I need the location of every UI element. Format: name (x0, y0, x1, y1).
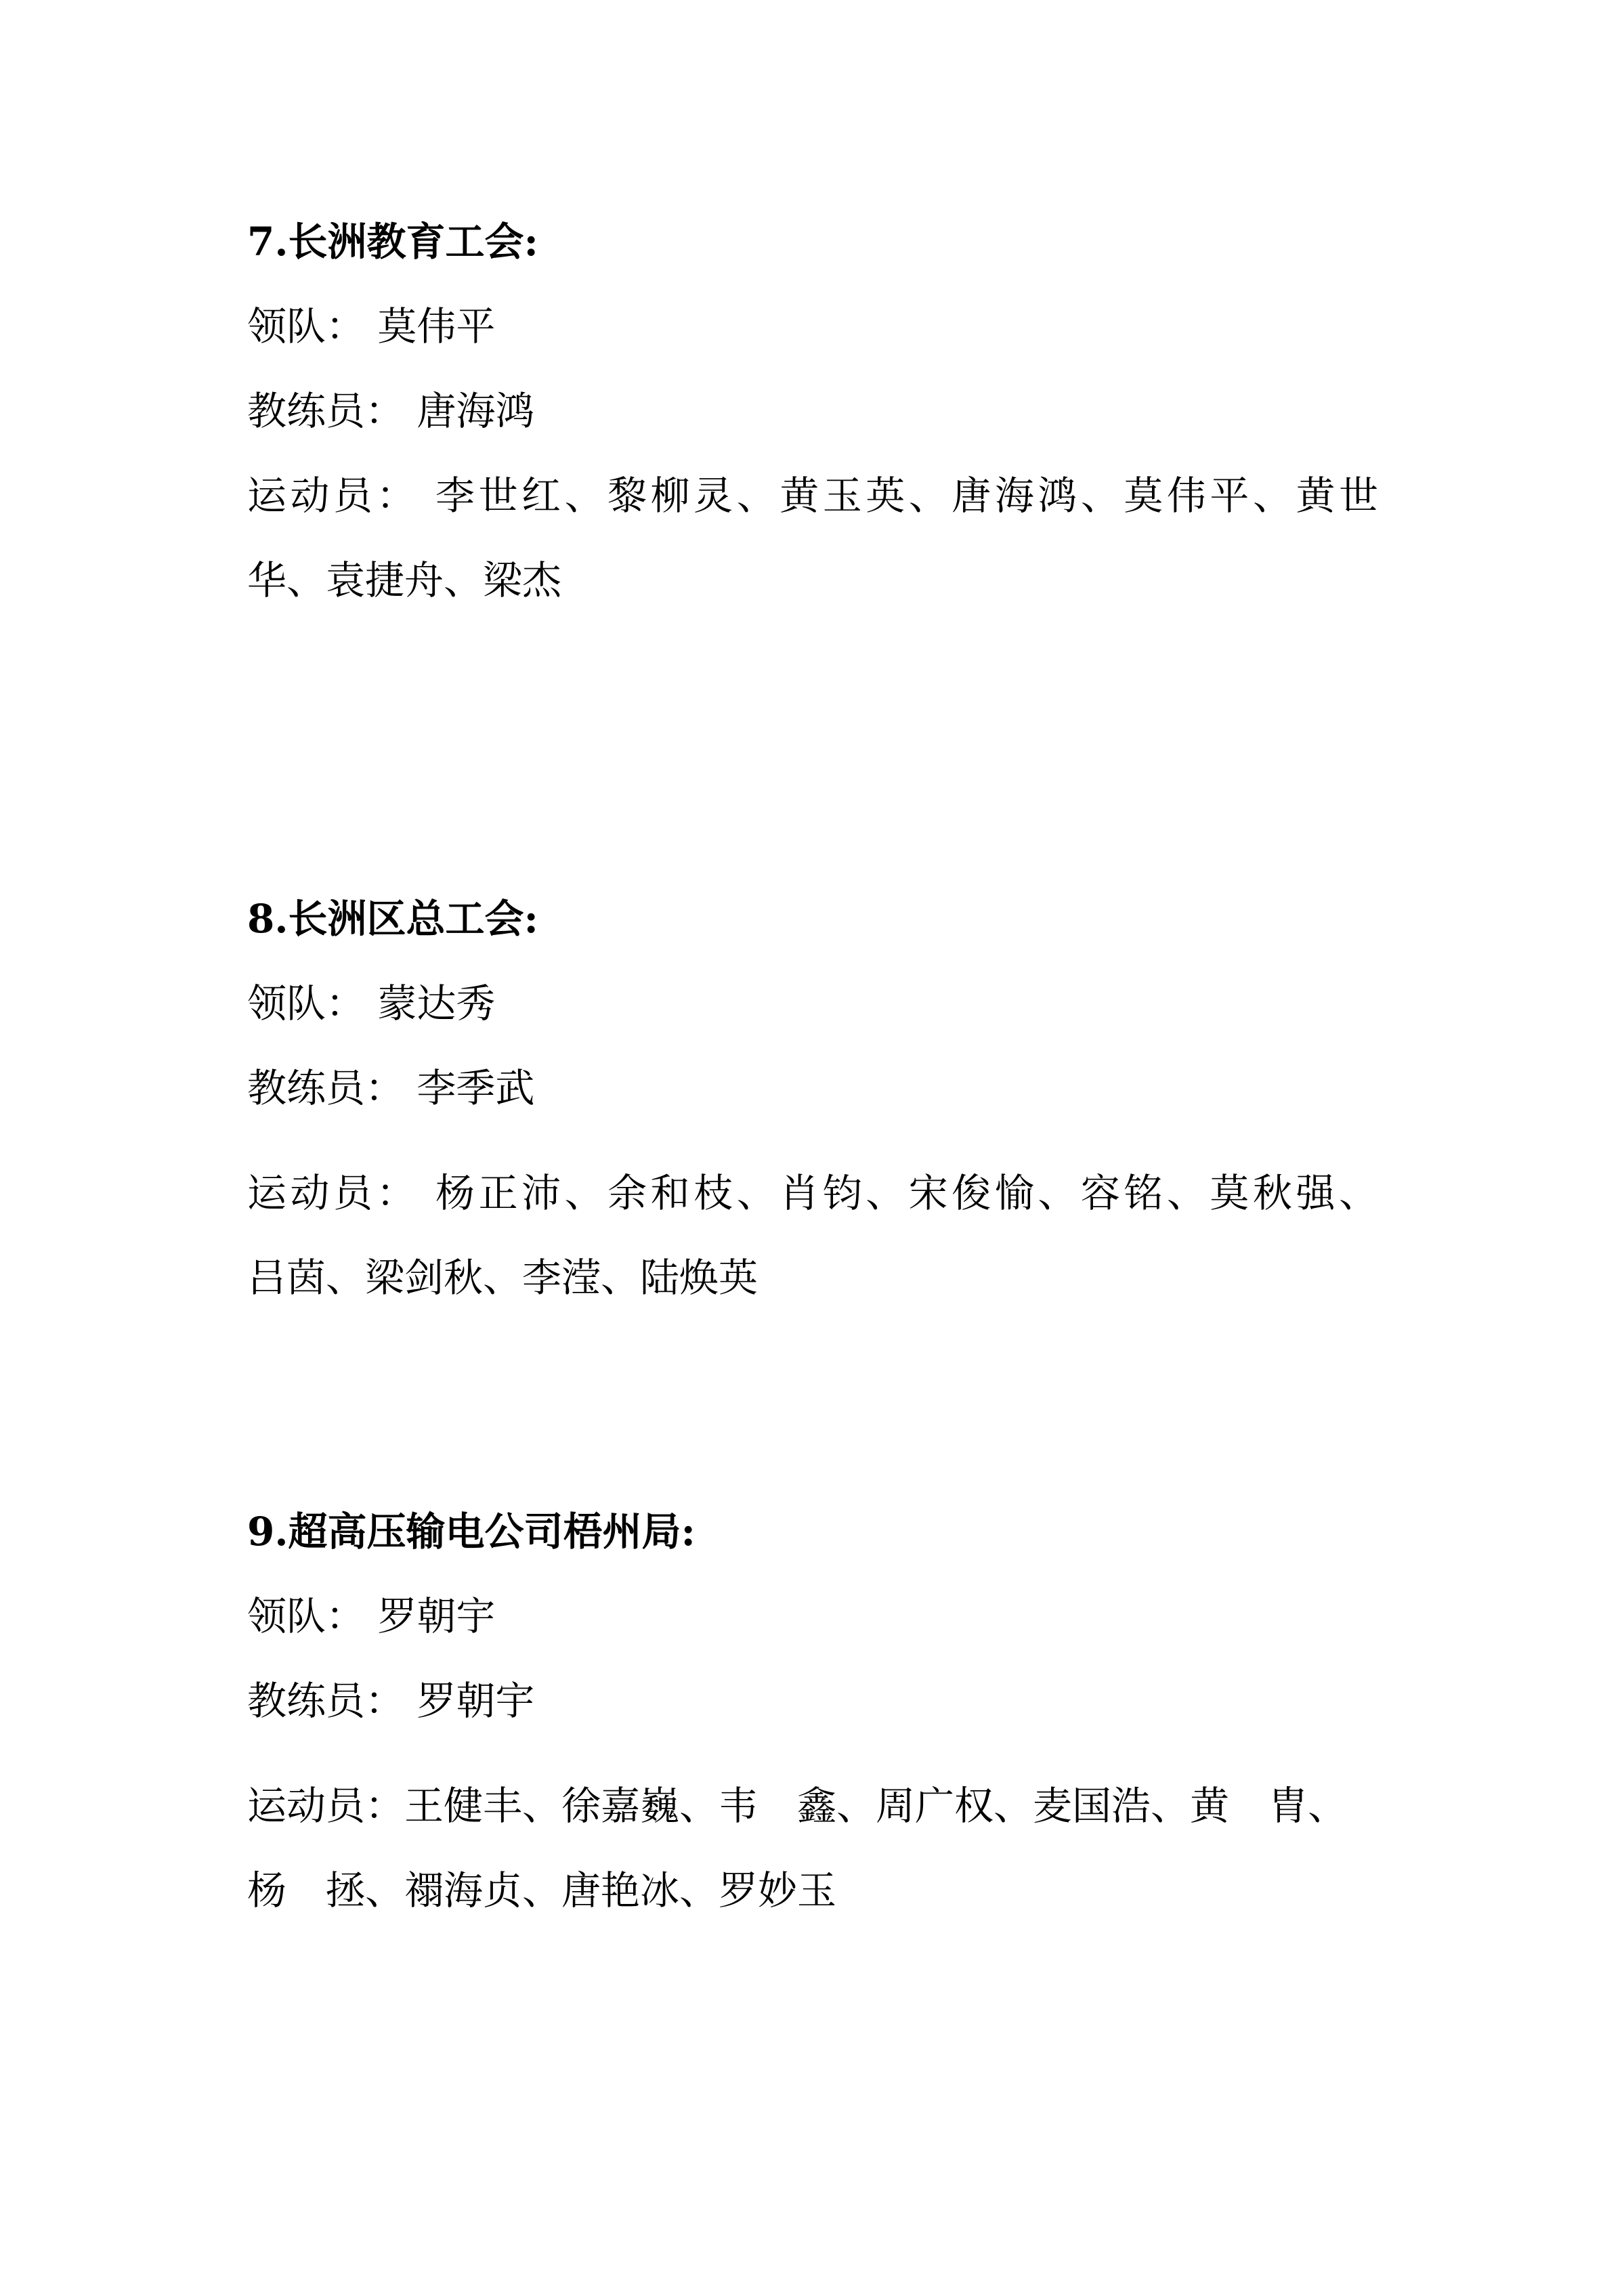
section-8-athletes-line-2: 吕茵、梁剑秋、李滢、陆焕英 (247, 1255, 758, 1301)
page-content (247, 200, 1378, 1933)
section-7-coach-line: 教练员： 唐海鸿 (247, 388, 535, 434)
section-9-athletes-line-2: 杨 拯、禤海贞、唐艳冰、罗妙玉 (247, 1867, 837, 1913)
section-8 (247, 877, 1378, 1320)
section-gap (247, 623, 1378, 877)
section-8-heading: 8.长洲区总工会: (247, 896, 538, 942)
section-9-athletes-line-1: 运动员：王健丰、徐嘉巍、韦 鑫、周广权、麦国浩、黄 胄、 (247, 1783, 1348, 1829)
section-7-leader-line: 领队： 莫伟平 (247, 303, 496, 349)
section-8-athletes-line-1: 运动员： 杨正沛、余和枝、肖钧、宋俊愉、容铭、莫秋强、 (247, 1170, 1378, 1216)
section-8-coach-line: 教练员： 李季武 (247, 1065, 535, 1111)
section-9-leader-line: 领队： 罗朝宇 (247, 1593, 496, 1639)
section-9 (247, 1490, 1378, 1933)
section-9-heading: 9.超高压输电公司梧州局: (247, 1509, 696, 1555)
section-gap (247, 1320, 1378, 1490)
section-7-athletes-line-1: 运动员： 李世红、黎柳灵、黄玉英、唐海鸿、莫伟平、黄世 (247, 473, 1378, 519)
section-8-leader-line: 领队： 蒙达秀 (247, 980, 496, 1026)
section-7-heading: 7.长洲教育工会: (247, 219, 538, 265)
section-9-coach-line: 教练员： 罗朝宇 (247, 1678, 535, 1724)
section-7 (247, 200, 1378, 623)
section-7-athletes-line-2: 华、袁捷舟、梁杰 (247, 557, 562, 603)
